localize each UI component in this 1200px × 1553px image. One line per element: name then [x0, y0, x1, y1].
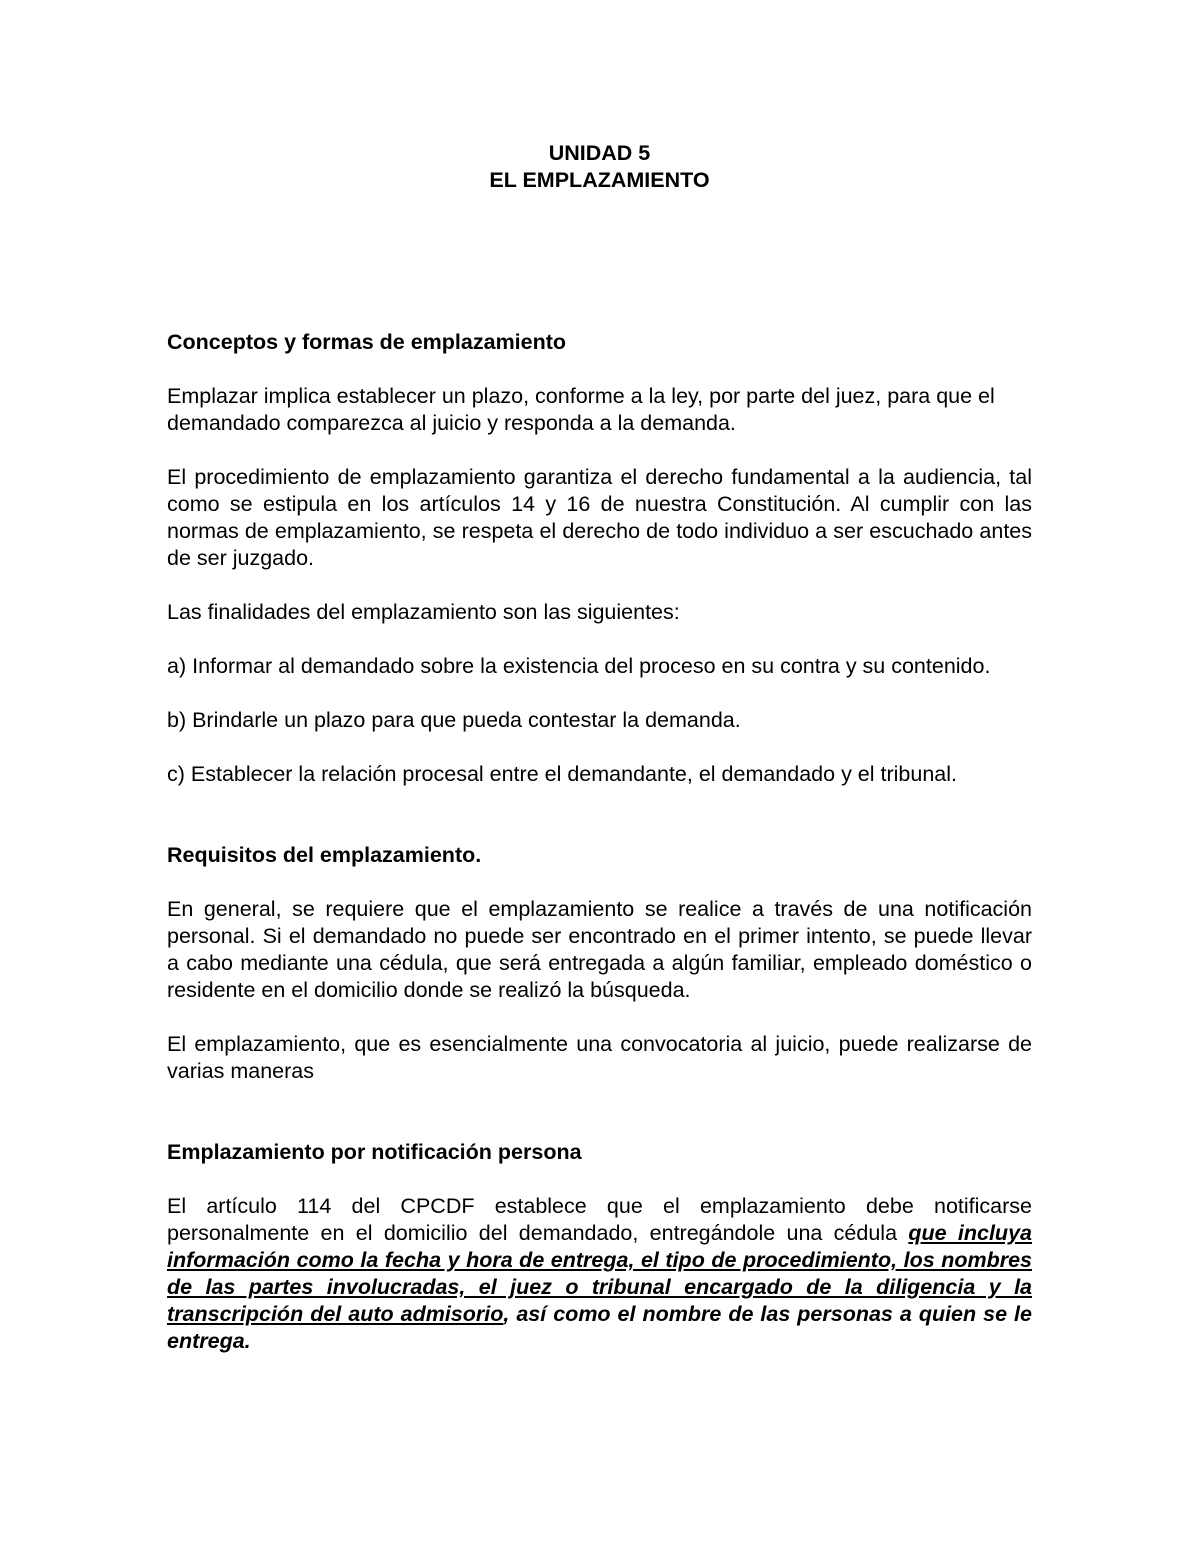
- article-114-bold-tail: , así como el nombre de las personas a quien se le entrega.: [167, 1302, 1032, 1353]
- paragraph-convocation: El emplazamiento, que es esencialmente una convocatoria al juicio, puede realizarse de varias maneras: [167, 1032, 1032, 1083]
- paragraph-procedure: El procedimiento de emplazamiento garantiza el derecho fundamental a la audiencia, tal como se estipula en los artículos 14 y 16 de nuestra Constitución. Al cumplir con las normas de emplazamiento, se respeta el derecho de todo individuo a ser escuchado antes de ser juzgado.: [167, 465, 1032, 570]
- section-heading-conceptos: Conceptos y formas de emplazamiento: [167, 330, 567, 354]
- article-114-text: El artículo 114 del CPCDF establece que el emplazamiento debe notificarse personalmente en el domicilio del demandado, entregándole una cédula: [167, 1194, 1032, 1245]
- title-topic: EL EMPLAZAMIENTO: [489, 168, 710, 192]
- list-item-a: a) Informar al demandado sobre la existencia del proceso en su contra y su contenido.: [167, 654, 991, 678]
- section-heading-notificacion: Emplazamiento por notificación persona: [167, 1140, 582, 1164]
- list-item-c: c) Establecer la relación procesal entre el demandante, el demandado y el tribunal.: [167, 762, 957, 786]
- paragraph-purposes-intro: Las finalidades del emplazamiento son las siguientes:: [167, 600, 680, 624]
- article-114-underlined-text: que incluya información como la fecha y hora de entrega, el tipo de procedimiento, los nombres de las partes involucradas, el juez o tribunal encargado de la diligencia y la transcripción del auto admisorio: [167, 1221, 1032, 1326]
- list-item-b: b) Brindarle un plazo para que pueda contestar la demanda.: [167, 708, 741, 732]
- title-unit: UNIDAD 5: [548, 141, 651, 165]
- document-body: [167, 140, 1032, 1355]
- paragraph-requirements: En general, se requiere que el emplazamiento se realice a través de una notificación personal. Si el demandado no puede ser encontrado en el primer intento, se puede llevar a cabo mediante una cédula, que será entregada a algún familiar, empleado doméstico o residente en el domicilio donde se realizó la búsqueda.: [167, 897, 1032, 1002]
- section-heading-requisitos: Requisitos del emplazamiento.: [167, 843, 482, 867]
- paragraph-article-114: [167, 1193, 1032, 1355]
- document-title: [167, 140, 1032, 194]
- paragraph-definition: Emplazar implica establecer un plazo, conforme a la ley, por parte del juez, para que el demandado comparezca al juicio y responda a la demanda.: [167, 384, 995, 435]
